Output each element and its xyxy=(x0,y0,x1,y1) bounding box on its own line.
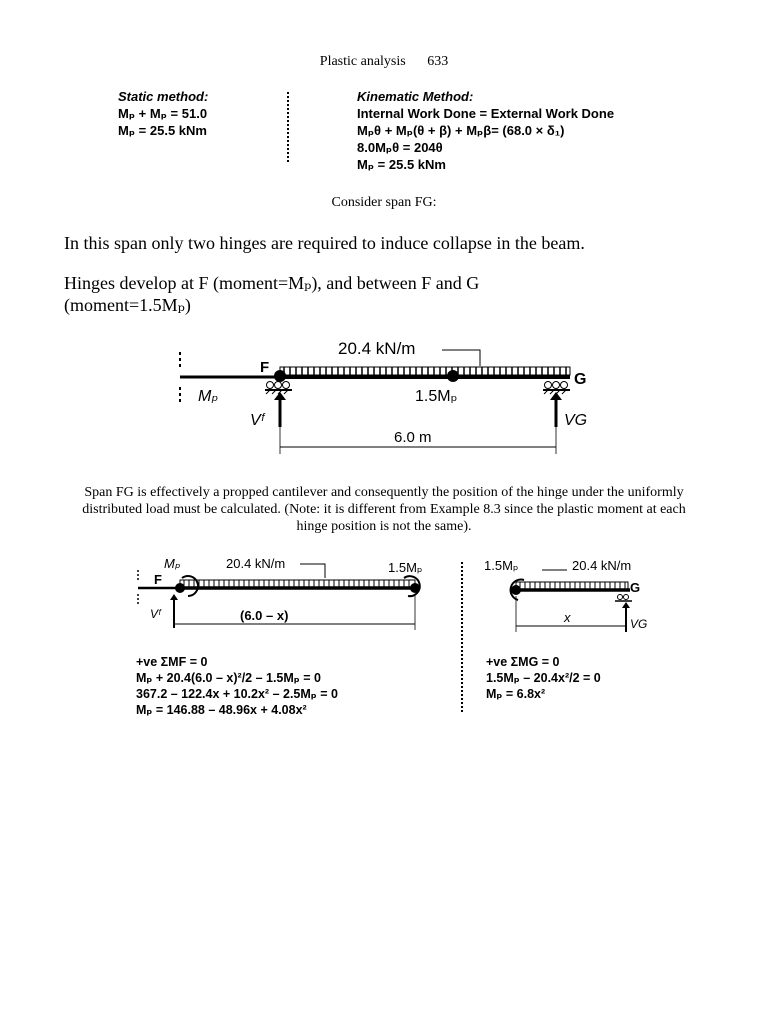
fig1-load-label: 20.4 kN/m xyxy=(338,339,416,358)
support-f xyxy=(265,382,292,395)
reaction-arrowhead-g xyxy=(550,392,562,400)
fig2r-label-g: G xyxy=(630,580,641,595)
static-method-block xyxy=(118,88,278,139)
udl-band xyxy=(516,582,628,589)
fig2l-label-mp: Mₚ xyxy=(164,556,181,571)
udl-band xyxy=(280,367,570,375)
header-page-number: 633 xyxy=(427,54,449,69)
kinematic-method-title: Kinematic Method: xyxy=(357,89,474,104)
reaction-arrowhead-f xyxy=(170,594,178,600)
caption-consider-span: Consider span FG: xyxy=(331,195,437,210)
page-header xyxy=(0,54,768,70)
load-leader xyxy=(442,350,480,366)
kinematic-method-block xyxy=(357,88,667,173)
static-method-title: Static method: xyxy=(118,89,209,104)
equation-line: +ve ΣMG = 0 xyxy=(486,655,560,669)
fig2r-label-left: 1.5Mₚ xyxy=(484,558,519,573)
fig1-label-mid: 1.5Mₚ xyxy=(415,388,458,405)
equation-line: +ve ΣMF = 0 xyxy=(136,655,208,669)
figure-right-free-body xyxy=(480,552,660,636)
kinematic-method-line: Mₚθ + Mₚ(θ + β) + Mₚβ= (68.0 × δ₁) xyxy=(357,123,565,138)
static-method-line: Mₚ = 25.5 kNm xyxy=(118,123,207,138)
static-method-line: Mₚ + Mₚ = 51.0 xyxy=(118,106,208,121)
fig1-label-f: F xyxy=(260,359,270,376)
kinematic-method-line: Mₚ = 25.5 kNm xyxy=(357,157,446,172)
note-propped-cantilever: Span FG is effectively a propped cantilever and consequently the position of the hinge under the uniformly distributed load must be calculated. (Note: it is different from Example 8.3 since the plastic moment at each hinge position is not the same). xyxy=(82,485,686,534)
fig2r-load-label: 20.4 kN/m xyxy=(572,558,632,573)
right-equations xyxy=(486,654,686,702)
fig1-label-g: G xyxy=(574,371,587,388)
header-section: Plastic analysis xyxy=(319,54,406,69)
hinge-f xyxy=(274,370,286,382)
fig2l-dim-label: (6.0 – x) xyxy=(240,608,289,623)
hinge-f xyxy=(175,583,185,593)
reaction-arrowhead-g xyxy=(622,602,630,608)
equation-line: 367.2 – 122.4x + 10.2x² – 2.5Mₚ = 0 xyxy=(136,687,338,701)
support-g xyxy=(543,382,570,395)
figure-divider xyxy=(461,562,463,712)
figure-span-fg xyxy=(170,332,600,462)
fig1-label-mp: Mₚ xyxy=(198,388,219,405)
kinematic-method-line: Internal Work Done = External Work Done xyxy=(357,106,615,121)
hinge-x xyxy=(511,585,521,595)
fig1-label-vg: VG xyxy=(564,412,588,429)
fig2l-label-right: 1.5Mₚ xyxy=(388,560,423,575)
equation-line: Mₚ = 146.88 – 48.96x + 4.08x² xyxy=(136,703,307,717)
fig1-span-label: 6.0 m xyxy=(394,429,432,446)
fig1-label-vf: Vᶠ xyxy=(250,412,264,429)
paragraph-hinges-develop: Hinges develop at F (moment=Mₚ), and between F and G (moment=1.5Mₚ) xyxy=(64,273,480,315)
kinematic-method-line: 8.0Mₚθ = 204θ xyxy=(357,140,443,155)
fig2l-load-label: 20.4 kN/m xyxy=(226,556,286,571)
hinge-mid xyxy=(447,370,459,382)
fig2r-dim-label: x xyxy=(564,610,571,625)
fig2r-label-vg: VG xyxy=(630,617,648,631)
paragraph-hinges-required: In this span only two hinges are required to induce collapse in the beam. xyxy=(64,233,585,253)
fig2l-label-f: F xyxy=(154,572,162,587)
load-leader xyxy=(300,564,325,578)
figure-left-free-body xyxy=(130,552,430,636)
equation-line: Mₚ = 6.8x² xyxy=(486,687,546,701)
equation-line: Mₚ + 20.4(6.0 – x)²/2 – 1.5Mₚ = 0 xyxy=(136,671,321,685)
method-divider xyxy=(287,92,289,162)
left-equations xyxy=(136,654,456,718)
fig2l-label-vf: Vᶠ xyxy=(150,607,161,621)
equation-line: 1.5Mₚ – 20.4x²/2 = 0 xyxy=(486,671,601,685)
support-g xyxy=(615,595,632,602)
udl-band xyxy=(180,580,415,587)
